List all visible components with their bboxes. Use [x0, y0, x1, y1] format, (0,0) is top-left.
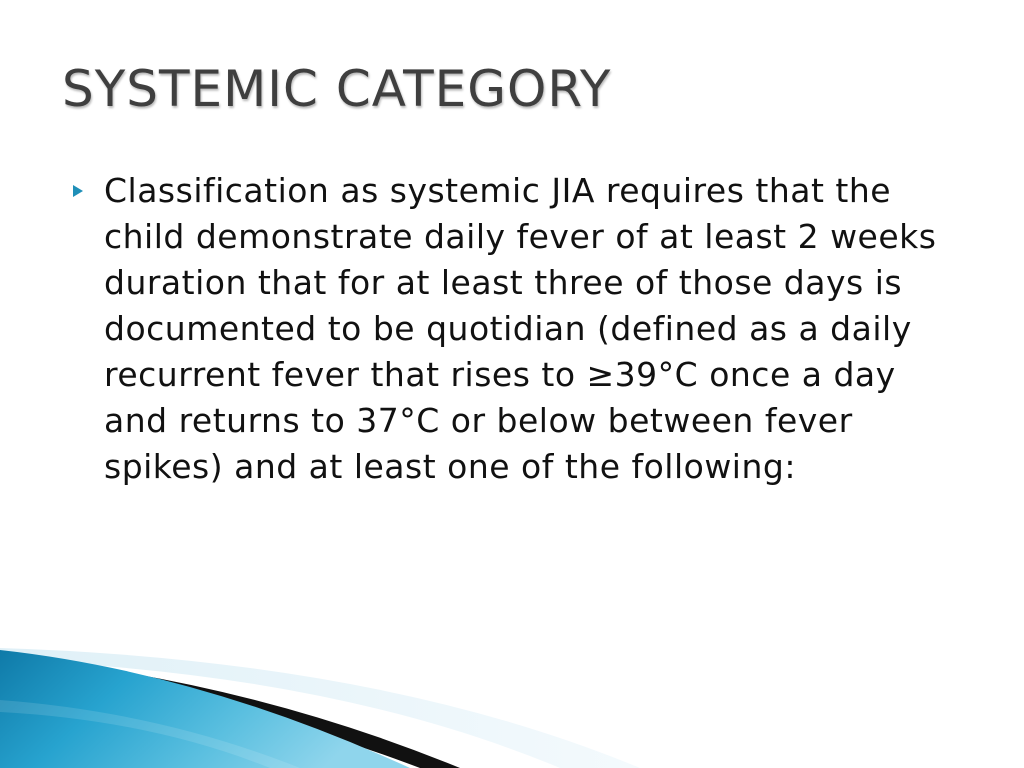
triangle-right-icon: [72, 168, 104, 214]
light-swoosh-shape: [0, 648, 640, 768]
blue-swoosh-shape: [0, 650, 410, 768]
slide-title: SYSTEMIC CATEGORY: [62, 60, 612, 118]
highlight-streak: [0, 700, 300, 768]
bullet-text: Classification as systemic JIA requires that the child demonstrate daily fever of at least 2 weeks duration that for at least three of those days is documented to be quotidian (defined as a daily recurrent fever that rises to ≥39°C once a day and returns to 37°C or below between fever spikes) and at least one of the following:: [104, 171, 937, 486]
bullet-item: [72, 168, 972, 490]
dark-swoosh-shape: [30, 660, 460, 768]
